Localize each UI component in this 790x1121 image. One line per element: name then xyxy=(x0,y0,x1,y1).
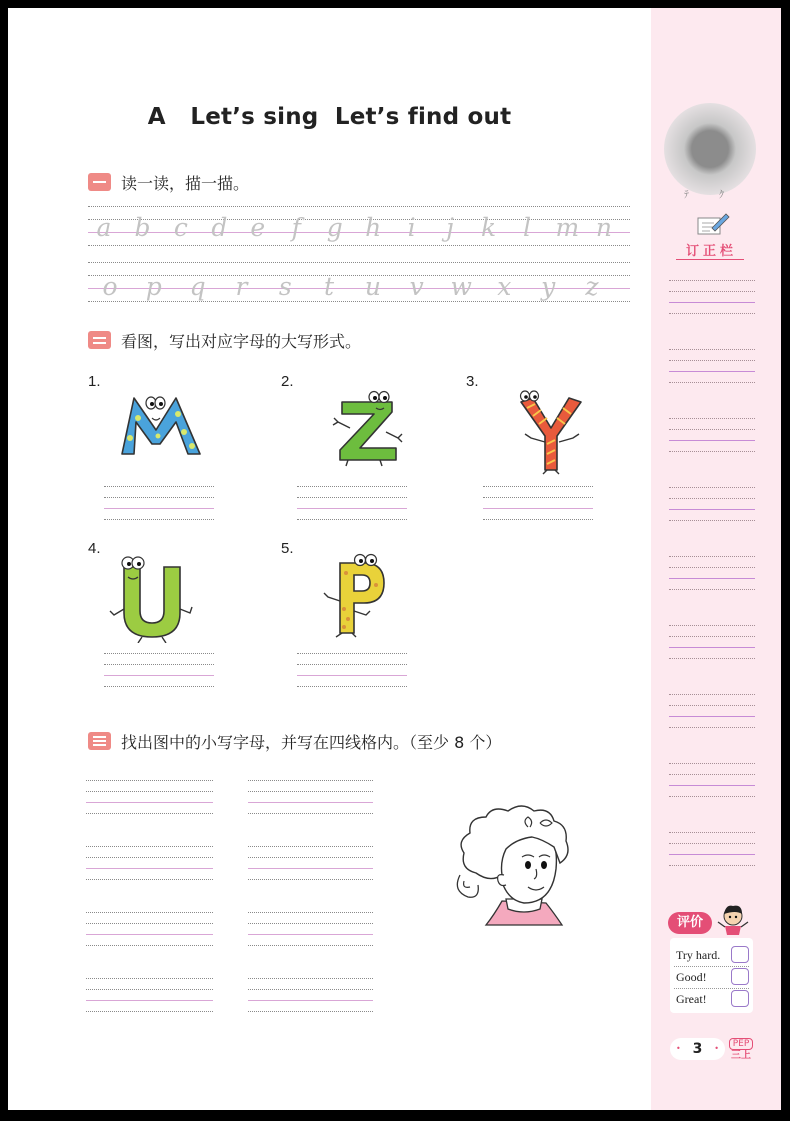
section-2-header xyxy=(88,328,361,352)
answer-lines-item-3[interactable] xyxy=(483,486,593,520)
eval-checkbox-good[interactable] xyxy=(731,968,749,985)
letter-y-character-illustration xyxy=(513,388,589,476)
trace-letter: z xyxy=(585,272,599,301)
trace-letter: i xyxy=(407,213,416,242)
section-3-marker xyxy=(88,732,111,750)
trace-letter: t xyxy=(324,272,335,301)
trace-letters-row-1 xyxy=(94,213,614,242)
writing-lines-left[interactable] xyxy=(86,846,213,880)
answer-lines-item-4[interactable] xyxy=(104,653,214,687)
trace-letter: n xyxy=(595,213,612,242)
letter-m-character-illustration xyxy=(118,388,208,460)
page-number: 3 xyxy=(692,1041,703,1057)
evaluation-box xyxy=(670,938,753,1013)
cartoon-boy-icon xyxy=(716,904,750,936)
trace-letter: e xyxy=(250,213,266,242)
worksheet-page xyxy=(8,8,781,1110)
trace-letter: y xyxy=(541,272,556,301)
trace-letter: c xyxy=(173,213,188,242)
trace-letter: a xyxy=(96,213,112,242)
trace-letter: r xyxy=(235,272,248,301)
trace-letter: x xyxy=(497,272,512,301)
page-title xyxy=(8,104,651,130)
title-letter: A xyxy=(147,104,166,130)
eval-checkbox-great[interactable] xyxy=(731,990,749,1007)
letter-u-character-illustration xyxy=(108,553,194,643)
answer-lines-item-5[interactable] xyxy=(297,653,407,687)
edition-mark xyxy=(729,1038,753,1062)
trace-letter: u xyxy=(364,272,381,301)
trace-letter: h xyxy=(365,213,382,242)
writing-lines-right[interactable] xyxy=(248,846,373,880)
correction-column-label: 订正栏 xyxy=(686,244,738,259)
trace-letter: q xyxy=(189,272,206,301)
edition-mark-bottom: 三上 xyxy=(731,1050,751,1061)
girl-hair-letters-illustration xyxy=(446,803,586,928)
trace-letter: j xyxy=(446,213,454,242)
writing-lines-right[interactable] xyxy=(248,978,373,1012)
answer-lines-item-1[interactable] xyxy=(104,486,214,520)
letter-z-character-illustration xyxy=(330,388,406,468)
eval-checkbox-try-hard[interactable] xyxy=(731,946,749,963)
trace-letter: d xyxy=(211,213,228,242)
section-3-header xyxy=(88,729,501,753)
item-1-number: 1. xyxy=(88,373,101,390)
title-text: Let’s sing Let’s find out xyxy=(190,104,512,130)
answer-lines-item-2[interactable] xyxy=(297,486,407,520)
writing-lines-left[interactable] xyxy=(86,780,213,814)
item-2-number: 2. xyxy=(281,373,294,390)
eval-option-try-hard: Try hard. xyxy=(676,948,721,962)
item-4-number: 4. xyxy=(88,540,101,557)
section-2-marker xyxy=(88,331,111,349)
letter-p-character-illustration xyxy=(314,553,394,643)
eval-option-great: Great! xyxy=(676,992,707,1006)
edition-mark-top: PEP xyxy=(729,1038,753,1050)
trace-letters-row-2 xyxy=(100,272,602,301)
trace-letter: v xyxy=(409,272,424,301)
writing-lines-right[interactable] xyxy=(248,912,373,946)
evaluation-label: 评价 xyxy=(668,912,712,934)
item-5-number: 5. xyxy=(281,540,294,557)
trace-letter: w xyxy=(450,272,472,301)
trace-letter: b xyxy=(134,213,151,242)
writing-lines-left[interactable] xyxy=(86,978,213,1012)
trace-letter: k xyxy=(480,213,497,242)
section-2-instruction: 看图，写出对应字母的大写形式。 xyxy=(121,331,362,351)
eval-option-good: Good! xyxy=(676,970,707,984)
avatar-caption-fragment: ﾃ ｸ xyxy=(684,190,724,201)
page-number-box: • 3 • xyxy=(670,1038,725,1060)
trace-letter: f xyxy=(291,213,301,242)
trace-letter: p xyxy=(145,272,162,301)
trace-letter: o xyxy=(102,272,118,301)
trace-letter: g xyxy=(326,213,343,242)
section-1-marker xyxy=(88,173,111,191)
section-1-instruction: 读一读，描一描。 xyxy=(121,173,250,193)
writing-lines-right[interactable] xyxy=(248,780,373,814)
item-3-number: 3. xyxy=(466,373,479,390)
trace-letter: m xyxy=(555,213,580,242)
section-3-instruction: 找出图中的小写字母，并写在四线格内。（至少 8 个） xyxy=(121,732,502,752)
trace-letter: s xyxy=(278,272,292,301)
trace-letter: l xyxy=(522,213,531,242)
section-1-header xyxy=(88,170,249,194)
correction-label-underline xyxy=(676,259,744,260)
pencil-paper-icon xyxy=(694,212,730,236)
mascot-avatar-blurred xyxy=(664,103,756,195)
writing-lines-left[interactable] xyxy=(86,912,213,946)
